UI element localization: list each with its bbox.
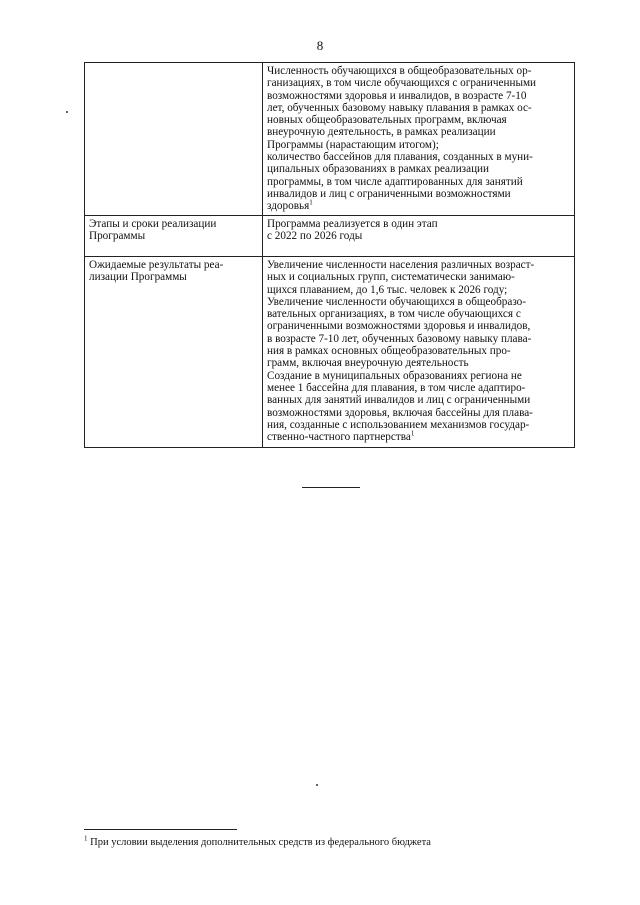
content-line: Создание в муниципальных образованиях региона не	[267, 369, 522, 382]
content-line: лет, обученных базовому навыку плавания в рамках ос-	[267, 101, 532, 114]
content-line: новных общеобразовательных программ, включая	[267, 114, 507, 127]
label-line: Этапы и сроки реализации	[89, 218, 217, 230]
row-label-cell	[85, 63, 263, 216]
scan-speck	[316, 784, 318, 786]
content-text: ственно-частного партнерства	[267, 431, 411, 444]
footnote-text: При условии выделения дополнительных средств из федерального бюджета	[90, 837, 431, 848]
row-content-cell	[263, 63, 575, 216]
content-line: возможностями здоровья, включая бассейны для плава-	[267, 406, 533, 419]
content-line: ных и социальных групп, систематически занимаю-	[267, 271, 515, 284]
table-row	[85, 63, 575, 216]
content-text: здоровья	[267, 200, 310, 213]
section-separator	[302, 487, 360, 488]
table-row	[85, 257, 575, 448]
content-line: грамм, включая внеурочную деятельность	[267, 357, 469, 370]
table-row	[85, 216, 575, 257]
label-line: Программы	[89, 230, 146, 243]
label-line: лизации Программы	[89, 271, 187, 284]
content-line: ганизациях, в том числе обучающихся с ограниченными	[267, 77, 537, 90]
row-content-cell	[263, 216, 575, 257]
content-line: ванных для занятий инвалидов и лиц с ограниченными	[267, 394, 531, 407]
content-line: Численность обучающихся в общеобразовательных ор-	[267, 65, 532, 77]
footnote-mark: 1	[410, 429, 415, 438]
content-line: щихся плаванием, до 1,6 тыс. человек к 2026 году;	[267, 283, 508, 296]
footnote-rule	[84, 829, 237, 830]
label-line: Ожидаемые результаты реа-	[89, 259, 224, 271]
content-line: возможностями здоровья и инвалидов, в возрасте 7-10	[267, 89, 527, 102]
content-line: ния в рамках основных общеобразовательных про-	[267, 345, 511, 358]
footnote-mark: 1	[84, 834, 88, 843]
footnote	[84, 834, 431, 848]
content-line: Программа реализуется в один этап	[267, 218, 438, 230]
scan-speck	[66, 111, 68, 113]
row-content-cell	[263, 257, 575, 448]
content-line: ния, созданные с использованием механизмов государ-	[267, 418, 530, 431]
content-line	[267, 200, 571, 212]
program-passport-table	[84, 62, 575, 448]
content-line: Увеличение численности обучающихся в общеобразо-	[267, 295, 526, 308]
page-number: 8	[316, 38, 324, 53]
content-line: программы, в том числе адаптированных для занятий	[267, 175, 523, 188]
content-line	[267, 431, 571, 443]
row-label-cell	[85, 257, 263, 448]
row-label-cell	[85, 216, 263, 257]
content-line: Программы (нарастающим итогом);	[267, 138, 439, 151]
content-line: ципальных образованиях в рамках реализации	[267, 163, 490, 176]
content-line: вательных организациях, в том числе обучающихся с	[267, 308, 521, 321]
content-line: в возрасте 7-10 лет, обученных базовому навыку плава-	[267, 332, 532, 345]
content-line: количество бассейнов для плавания, созданных в муни-	[267, 151, 533, 164]
content-line: инвалидов и лиц с ограниченными возможностями	[267, 187, 511, 200]
content-line: внеурочную деятельность, в рамках реализации	[267, 126, 496, 139]
footnote-mark: 1	[309, 198, 313, 207]
content-line: Увеличение численности населения различных возраст-	[267, 259, 535, 271]
content-line: с 2022 по 2026 годы	[267, 230, 363, 243]
content-line: ограниченными возможностями здоровья и инвалидов,	[267, 320, 531, 333]
content-line: менее 1 бассейна для плавания, в том числе адаптиро-	[267, 381, 526, 394]
